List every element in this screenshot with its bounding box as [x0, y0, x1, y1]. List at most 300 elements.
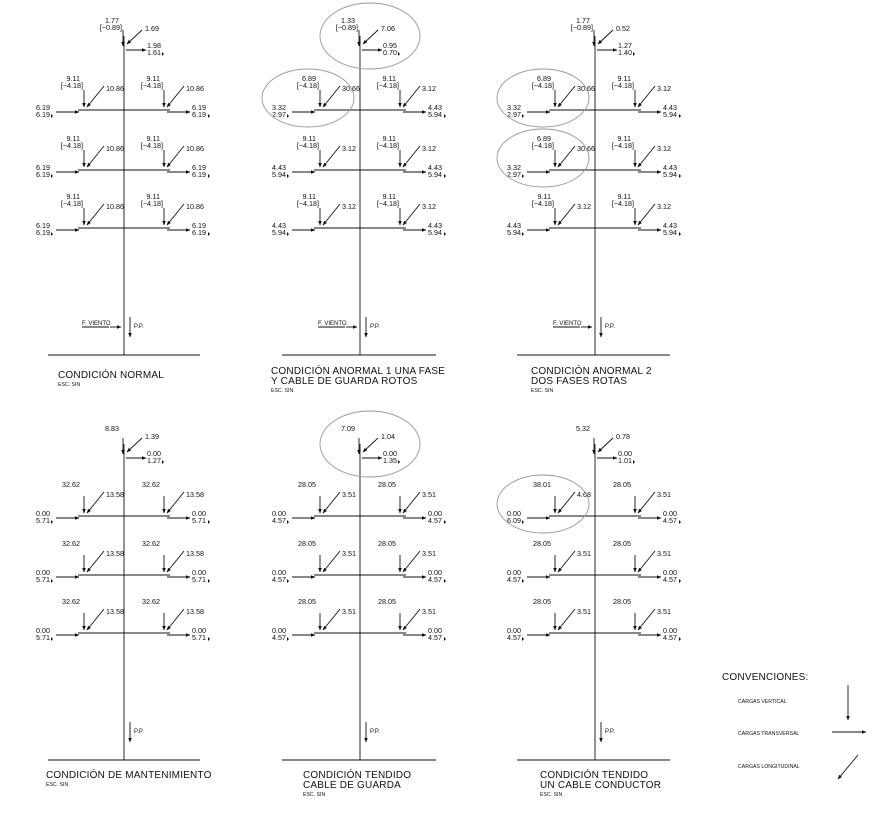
- arm-left-bottom-value: 4.57: [272, 516, 286, 525]
- top-bracket-value: [−0.89]: [99, 23, 122, 32]
- arm-transversal-value: 30.66: [577, 84, 595, 93]
- ground-hatch: [282, 355, 436, 358]
- arm-left-bottom-value: 5.94: [507, 228, 521, 237]
- longitudinal-marker-icon: [51, 637, 53, 641]
- arm-vertical-value: 9.11: [66, 134, 80, 143]
- diagram-mantenimiento: [36, 424, 212, 788]
- longitudinal-marker-icon: [398, 460, 400, 464]
- arm-vertical-value: 28.05: [613, 539, 631, 548]
- arm-longitudinal-arrow: [323, 146, 340, 167]
- arm-right-bottom-value: 6.19: [192, 228, 206, 237]
- arm-vertical-value: 9.11: [617, 192, 631, 201]
- arm-bracket-value: [−4.18]: [140, 199, 163, 208]
- arm-left-bottom-value: 5.71: [36, 575, 50, 584]
- arm-transversal-value: 3.51: [577, 549, 591, 558]
- longitudinal-marker-icon: [208, 232, 210, 236]
- arm-vertical-value: 6.89: [302, 74, 316, 83]
- arm-longitudinal-arrow: [558, 551, 575, 572]
- arm-left-top-value: 0.00: [272, 568, 286, 577]
- arm-transversal-value: 10.86: [186, 144, 204, 153]
- arm-transversal-value: 10.86: [186, 202, 204, 211]
- arm-left-bottom-value: 2.97: [507, 170, 521, 179]
- arm-right-top-value: 0.00: [663, 626, 677, 635]
- arm-bracket-value: [−4.18]: [531, 141, 554, 150]
- longitudinal-marker-icon: [287, 114, 289, 118]
- arm-right-top-value: 0.00: [663, 568, 677, 577]
- arm-vertical-value: 32.62: [62, 597, 80, 606]
- arm-right-top-value: 6.19: [192, 163, 206, 172]
- arm-vertical-value: 9.11: [146, 134, 160, 143]
- longitudinal-marker-icon: [51, 579, 53, 583]
- longitudinal-marker-icon: [208, 174, 210, 178]
- diagram-normal: [36, 16, 210, 388]
- arm-vertical-value: 32.62: [142, 539, 160, 548]
- arm-transversal-value: 13.58: [106, 607, 124, 616]
- longitudinal-marker-icon: [287, 174, 289, 178]
- diagram-caption: CONDICIÓN TENDIDO: [303, 770, 412, 781]
- arm-vertical-value: 9.11: [617, 74, 631, 83]
- arm-right-bottom-value: 6.19: [192, 170, 206, 179]
- top-transversal-value: 7.06: [381, 24, 395, 33]
- arm-vertical-value: 9.11: [302, 192, 316, 201]
- arm-left-bottom-value: 2.97: [507, 110, 521, 119]
- arm-right-bottom-value: 5.94: [428, 228, 442, 237]
- top-transversal-value: 1.69: [145, 24, 159, 33]
- longitudinal-marker-icon: [522, 579, 524, 583]
- longitudinal-marker-icon: [522, 174, 524, 178]
- diagram-tendido_conductor: [497, 424, 681, 798]
- arm-vertical-value: 28.05: [533, 539, 551, 548]
- arm-longitudinal-arrow: [558, 492, 575, 513]
- arm-transversal-value: 3.12: [657, 202, 671, 211]
- arm-right-bottom-value: 5.71: [192, 575, 206, 584]
- arm-longitudinal-arrow: [167, 551, 184, 572]
- arm-vertical-value: 32.62: [62, 539, 80, 548]
- arm-bracket-value: [−4.18]: [611, 81, 634, 90]
- arm-left-bottom-value: 6.19: [36, 110, 50, 119]
- arm-longitudinal-arrow: [638, 492, 655, 513]
- top-vertical-value: 1.77: [576, 16, 590, 25]
- arm-left-bottom-value: 2.97: [272, 110, 286, 119]
- arm-longitudinal-arrow: [403, 204, 420, 225]
- arm-vertical-value: 9.11: [382, 192, 396, 201]
- longitudinal-marker-icon: [51, 520, 53, 524]
- arm-left-bottom-value: 4.57: [272, 633, 286, 642]
- arm-transversal-value: 3.51: [342, 490, 356, 499]
- diagram-caption: CABLE DE GUARDA: [303, 780, 402, 791]
- arm-transversal-value: 3.51: [422, 607, 436, 616]
- arm-transversal-value: 3.12: [342, 202, 356, 211]
- longitudinal-marker-icon: [679, 114, 681, 118]
- arm-bracket-value: [−4.18]: [376, 199, 399, 208]
- longitudinal-marker-icon: [679, 520, 681, 524]
- arm-left-top-value: 6.19: [36, 163, 50, 172]
- top-vertical-value: 5.32: [576, 424, 590, 433]
- arm-vertical-value: 32.62: [142, 597, 160, 606]
- longitudinal-marker-icon: [287, 520, 289, 524]
- self-weight-label: P.P.: [370, 729, 380, 735]
- arm-right-bottom-value: 5.71: [192, 516, 206, 525]
- arm-left-top-value: 0.00: [36, 509, 50, 518]
- legend-item-label: CARGAS TRANSVERSAL: [738, 731, 800, 737]
- arm-transversal-value: 10.86: [106, 84, 124, 93]
- arm-transversal-value: 30.66: [577, 144, 595, 153]
- top-longitudinal-arrow: [127, 30, 142, 44]
- arm-vertical-value: 9.11: [382, 134, 396, 143]
- arm-right-bottom-value: 4.57: [663, 633, 677, 642]
- longitudinal-marker-icon: [522, 114, 524, 118]
- longitudinal-marker-icon: [679, 174, 681, 178]
- legend-item-label: CARGAS LONGITUDINAL: [738, 764, 800, 770]
- arm-longitudinal-arrow: [167, 609, 184, 630]
- arm-transversal-value: 3.12: [577, 202, 591, 211]
- arm-right-top-value: 4.43: [428, 163, 442, 172]
- diagram-anormal1: [262, 3, 446, 394]
- longitudinal-marker-icon: [444, 114, 446, 118]
- arm-vertical-value: 9.11: [302, 134, 316, 143]
- arm-right-bottom-value: 4.57: [663, 575, 677, 584]
- top-vertical-value: 8.83: [105, 424, 119, 433]
- arm-longitudinal-arrow: [638, 551, 655, 572]
- arrow-diagonal-icon: [838, 755, 858, 779]
- top-vertical-value: 1.77: [105, 16, 119, 25]
- top-right-top-value: 0.95: [383, 41, 397, 50]
- arm-left-bottom-value: 5.71: [36, 633, 50, 642]
- arm-right-bottom-value: 4.57: [663, 516, 677, 525]
- top-transversal-value: 0.78: [616, 432, 630, 441]
- arm-bracket-value: [−4.18]: [140, 81, 163, 90]
- longitudinal-marker-icon: [633, 52, 635, 56]
- arm-longitudinal-arrow: [87, 609, 104, 630]
- self-weight-label: P.P.: [134, 324, 144, 330]
- arm-longitudinal-arrow: [323, 609, 340, 630]
- self-weight-label: P.P.: [605, 729, 615, 735]
- diagram-caption: CONDICIÓN TENDIDO: [540, 770, 649, 781]
- arm-vertical-value: 32.62: [62, 480, 80, 489]
- arm-right-bottom-value: 5.94: [663, 228, 677, 237]
- diagram-caption: Y CABLE DE GUARDA ROTOS: [271, 376, 418, 387]
- arm-right-bottom-value: 5.94: [663, 170, 677, 179]
- arm-longitudinal-arrow: [403, 551, 420, 572]
- arm-transversal-value: 13.58: [106, 490, 124, 499]
- arm-vertical-value: 6.89: [537, 134, 551, 143]
- top-longitudinal-arrow: [363, 438, 378, 452]
- arm-vertical-value: 28.05: [613, 597, 631, 606]
- diagram-tendido_guarda: [272, 411, 446, 798]
- top-right-top-value: 0.00: [618, 449, 632, 458]
- arm-transversal-value: 3.51: [577, 607, 591, 616]
- arm-right-top-value: 6.19: [192, 103, 206, 112]
- arm-left-bottom-value: 5.94: [272, 228, 286, 237]
- arm-vertical-value: 9.11: [146, 192, 160, 201]
- arm-bracket-value: [−4.18]: [60, 141, 83, 150]
- arm-right-top-value: 0.00: [428, 568, 442, 577]
- arm-longitudinal-arrow: [167, 204, 184, 225]
- arm-longitudinal-arrow: [558, 204, 575, 225]
- arm-vertical-value: 32.62: [142, 480, 160, 489]
- arm-longitudinal-arrow: [87, 551, 104, 572]
- arm-right-bottom-value: 4.57: [428, 575, 442, 584]
- top-longitudinal-arrow: [363, 30, 378, 44]
- arm-longitudinal-arrow: [403, 492, 420, 513]
- arm-transversal-value: 3.51: [422, 549, 436, 558]
- arm-left-top-value: 4.43: [272, 163, 286, 172]
- top-right-bottom-value: 1.01: [618, 456, 632, 465]
- arm-right-top-value: 4.43: [663, 221, 677, 230]
- arm-right-bottom-value: 5.94: [663, 110, 677, 119]
- arm-longitudinal-arrow: [638, 146, 655, 167]
- arm-bracket-value: [−4.18]: [376, 81, 399, 90]
- arm-longitudinal-arrow: [638, 609, 655, 630]
- longitudinal-marker-icon: [287, 232, 289, 236]
- legend-item-label: CARGAS VERTICAL: [738, 699, 787, 705]
- arm-bracket-value: [−4.18]: [140, 141, 163, 150]
- arm-longitudinal-arrow: [167, 146, 184, 167]
- arm-left-bottom-value: 4.57: [507, 575, 521, 584]
- arm-left-top-value: 0.00: [36, 626, 50, 635]
- arm-transversal-value: 3.12: [342, 144, 356, 153]
- arm-right-bottom-value: 4.57: [428, 633, 442, 642]
- arm-vertical-value: 28.05: [298, 597, 316, 606]
- diagram-caption: CONDICIÓN DE MANTENIMIENTO: [46, 770, 212, 781]
- top-right-top-value: 0.00: [147, 449, 161, 458]
- diagram-scale: ESC. SIN: [271, 388, 294, 394]
- arm-left-top-value: 6.19: [36, 103, 50, 112]
- arm-right-top-value: 0.00: [192, 509, 206, 518]
- arm-transversal-value: 10.86: [106, 202, 124, 211]
- longitudinal-marker-icon: [444, 174, 446, 178]
- top-right-bottom-value: 1.40: [618, 48, 632, 57]
- arm-transversal-value: 3.51: [657, 549, 671, 558]
- longitudinal-marker-icon: [287, 637, 289, 641]
- arm-left-top-value: 0.00: [272, 626, 286, 635]
- self-weight-label: P.P.: [605, 324, 615, 330]
- top-right-top-value: 1.27: [618, 41, 632, 50]
- arm-bracket-value: [−4.18]: [296, 141, 319, 150]
- arm-left-top-value: 0.00: [507, 626, 521, 635]
- arm-longitudinal-arrow: [558, 86, 575, 107]
- longitudinal-marker-icon: [208, 579, 210, 583]
- arm-vertical-value: 28.05: [378, 597, 396, 606]
- arm-transversal-value: 30.66: [342, 84, 360, 93]
- arm-right-bottom-value: 5.94: [428, 170, 442, 179]
- arm-right-top-value: 4.43: [428, 103, 442, 112]
- highlight-circle: [320, 3, 420, 69]
- arm-vertical-value: 9.11: [66, 74, 80, 83]
- top-right-top-value: 0.00: [383, 449, 397, 458]
- arm-longitudinal-arrow: [323, 86, 340, 107]
- diagram-caption: DOS FASES ROTAS: [531, 376, 628, 387]
- arm-transversal-value: 13.58: [186, 490, 204, 499]
- diagram-scale: ESC. SIN: [303, 792, 326, 798]
- self-weight-label: P.P.: [370, 324, 380, 330]
- arm-transversal-value: 3.12: [422, 144, 436, 153]
- arm-right-top-value: 4.43: [663, 103, 677, 112]
- arm-bracket-value: [−4.18]: [531, 81, 554, 90]
- longitudinal-marker-icon: [522, 637, 524, 641]
- longitudinal-marker-icon: [51, 174, 53, 178]
- arm-right-top-value: 0.00: [428, 509, 442, 518]
- diagram-anormal2: [497, 16, 681, 394]
- arm-transversal-value: 13.58: [186, 549, 204, 558]
- arm-right-top-value: 4.43: [663, 163, 677, 172]
- diagram-caption: CONDICIÓN ANORMAL 2: [531, 366, 652, 377]
- arm-left-top-value: 3.32: [272, 103, 286, 112]
- wind-force-label: F. VIENTO: [553, 321, 582, 327]
- longitudinal-marker-icon: [208, 520, 210, 524]
- arm-left-bottom-value: 6.19: [36, 170, 50, 179]
- arm-vertical-value: 6.89: [537, 74, 551, 83]
- top-longitudinal-arrow: [598, 30, 613, 44]
- arm-left-bottom-value: 4.57: [272, 575, 286, 584]
- longitudinal-marker-icon: [162, 460, 164, 464]
- longitudinal-marker-icon: [444, 579, 446, 583]
- arm-vertical-value: 28.05: [613, 480, 631, 489]
- arm-left-top-value: 3.32: [507, 163, 521, 172]
- arm-transversal-value: 4.68: [577, 490, 591, 499]
- arm-transversal-value: 3.12: [422, 202, 436, 211]
- arm-longitudinal-arrow: [403, 146, 420, 167]
- arm-longitudinal-arrow: [403, 86, 420, 107]
- arm-longitudinal-arrow: [167, 86, 184, 107]
- arm-left-top-value: 3.32: [507, 103, 521, 112]
- arm-left-top-value: 0.00: [36, 568, 50, 577]
- arm-transversal-value: 3.12: [657, 144, 671, 153]
- arm-longitudinal-arrow: [167, 492, 184, 513]
- longitudinal-marker-icon: [679, 579, 681, 583]
- ground-hatch: [48, 355, 200, 358]
- diagram-scale: ESC. SIN: [58, 382, 81, 388]
- arm-longitudinal-arrow: [558, 146, 575, 167]
- arm-transversal-value: 13.58: [106, 549, 124, 558]
- arm-left-bottom-value: 5.71: [36, 516, 50, 525]
- top-right-bottom-value: 1.35: [383, 456, 397, 465]
- top-bracket-value: [−0.89]: [335, 23, 358, 32]
- longitudinal-marker-icon: [208, 637, 210, 641]
- arm-bracket-value: [−4.18]: [611, 141, 634, 150]
- arm-left-top-value: 4.43: [272, 221, 286, 230]
- arm-left-bottom-value: 6.19: [36, 228, 50, 237]
- arm-right-bottom-value: 5.71: [192, 633, 206, 642]
- arm-bracket-value: [−4.18]: [531, 199, 554, 208]
- longitudinal-marker-icon: [162, 52, 164, 56]
- arm-transversal-value: 10.86: [186, 84, 204, 93]
- diagram-caption: UN CABLE CONDUCTOR: [540, 780, 662, 791]
- arm-vertical-value: 38.01: [533, 480, 551, 489]
- top-transversal-value: 0.52: [616, 24, 630, 33]
- longitudinal-marker-icon: [444, 637, 446, 641]
- legend-title: CONVENCIONES:: [722, 672, 809, 683]
- arm-bracket-value: [−4.18]: [296, 81, 319, 90]
- arm-right-bottom-value: 5.94: [428, 110, 442, 119]
- arm-bracket-value: [−4.18]: [60, 81, 83, 90]
- longitudinal-marker-icon: [51, 232, 53, 236]
- arm-right-top-value: 0.00: [192, 626, 206, 635]
- arm-vertical-value: 9.11: [617, 134, 631, 143]
- arm-vertical-value: 9.11: [66, 192, 80, 201]
- arm-vertical-value: 9.11: [146, 74, 160, 83]
- arm-bracket-value: [−4.18]: [376, 141, 399, 150]
- arm-left-top-value: 0.00: [507, 509, 521, 518]
- arm-longitudinal-arrow: [87, 86, 104, 107]
- arm-vertical-value: 28.05: [378, 539, 396, 548]
- top-right-bottom-value: 1.27: [147, 456, 161, 465]
- highlight-circle: [320, 411, 420, 477]
- arm-longitudinal-arrow: [87, 492, 104, 513]
- arm-right-top-value: 0.00: [663, 509, 677, 518]
- arm-longitudinal-arrow: [403, 609, 420, 630]
- diagram-scale: ESC. SIN: [531, 388, 554, 394]
- arm-transversal-value: 10.86: [106, 144, 124, 153]
- longitudinal-marker-icon: [633, 460, 635, 464]
- arm-longitudinal-arrow: [323, 492, 340, 513]
- arm-vertical-value: 9.11: [382, 74, 396, 83]
- top-longitudinal-arrow: [127, 438, 142, 452]
- longitudinal-marker-icon: [287, 579, 289, 583]
- arm-vertical-value: 28.05: [298, 480, 316, 489]
- longitudinal-marker-icon: [522, 232, 524, 236]
- arm-longitudinal-arrow: [638, 86, 655, 107]
- diagram-scale: ESC. SIN: [46, 782, 69, 788]
- arm-vertical-value: 28.05: [533, 597, 551, 606]
- longitudinal-marker-icon: [444, 232, 446, 236]
- top-vertical-value: 7.09: [341, 424, 355, 433]
- arm-right-top-value: 6.19: [192, 221, 206, 230]
- arm-left-top-value: 6.19: [36, 221, 50, 230]
- arm-vertical-value: 28.05: [378, 480, 396, 489]
- top-right-top-value: 1.98: [147, 41, 161, 50]
- arm-right-bottom-value: 4.57: [428, 516, 442, 525]
- longitudinal-marker-icon: [51, 114, 53, 118]
- diagram-caption: CONDICIÓN NORMAL: [58, 370, 164, 381]
- diagram-caption: CONDICIÓN ANORMAL 1 UNA FASE: [271, 366, 446, 377]
- diagram-scale: ESC. SIN: [540, 792, 563, 798]
- arm-transversal-value: 3.51: [657, 490, 671, 499]
- arm-left-top-value: 0.00: [272, 509, 286, 518]
- arm-transversal-value: 3.51: [342, 549, 356, 558]
- top-bracket-value: [−0.89]: [570, 23, 593, 32]
- top-right-bottom-value: 1.61: [147, 48, 161, 57]
- legend: [722, 672, 866, 779]
- arm-left-top-value: 0.00: [507, 568, 521, 577]
- arm-left-top-value: 4.43: [507, 221, 521, 230]
- longitudinal-marker-icon: [208, 114, 210, 118]
- arm-bracket-value: [−4.18]: [611, 199, 634, 208]
- arm-left-bottom-value: 5.94: [272, 170, 286, 179]
- arm-right-top-value: 0.00: [192, 568, 206, 577]
- arm-left-bottom-value: 4.57: [507, 633, 521, 642]
- arm-bracket-value: [−4.18]: [296, 199, 319, 208]
- arm-longitudinal-arrow: [323, 551, 340, 572]
- arm-right-bottom-value: 6.19: [192, 110, 206, 119]
- arm-longitudinal-arrow: [87, 204, 104, 225]
- self-weight-label: P.P.: [134, 729, 144, 735]
- arm-right-top-value: 0.00: [428, 626, 442, 635]
- arm-transversal-value: 3.51: [342, 607, 356, 616]
- wind-force-label: F. VIENTO: [82, 321, 111, 327]
- top-longitudinal-arrow: [598, 438, 613, 452]
- arm-right-top-value: 4.43: [428, 221, 442, 230]
- longitudinal-marker-icon: [522, 520, 524, 524]
- arm-vertical-value: 28.05: [298, 539, 316, 548]
- longitudinal-marker-icon: [398, 52, 400, 56]
- arm-bracket-value: [−4.18]: [60, 199, 83, 208]
- arm-longitudinal-arrow: [638, 204, 655, 225]
- longitudinal-marker-icon: [679, 637, 681, 641]
- arm-longitudinal-arrow: [87, 146, 104, 167]
- diagrams-layer: [36, 3, 681, 798]
- arm-transversal-value: 3.51: [657, 607, 671, 616]
